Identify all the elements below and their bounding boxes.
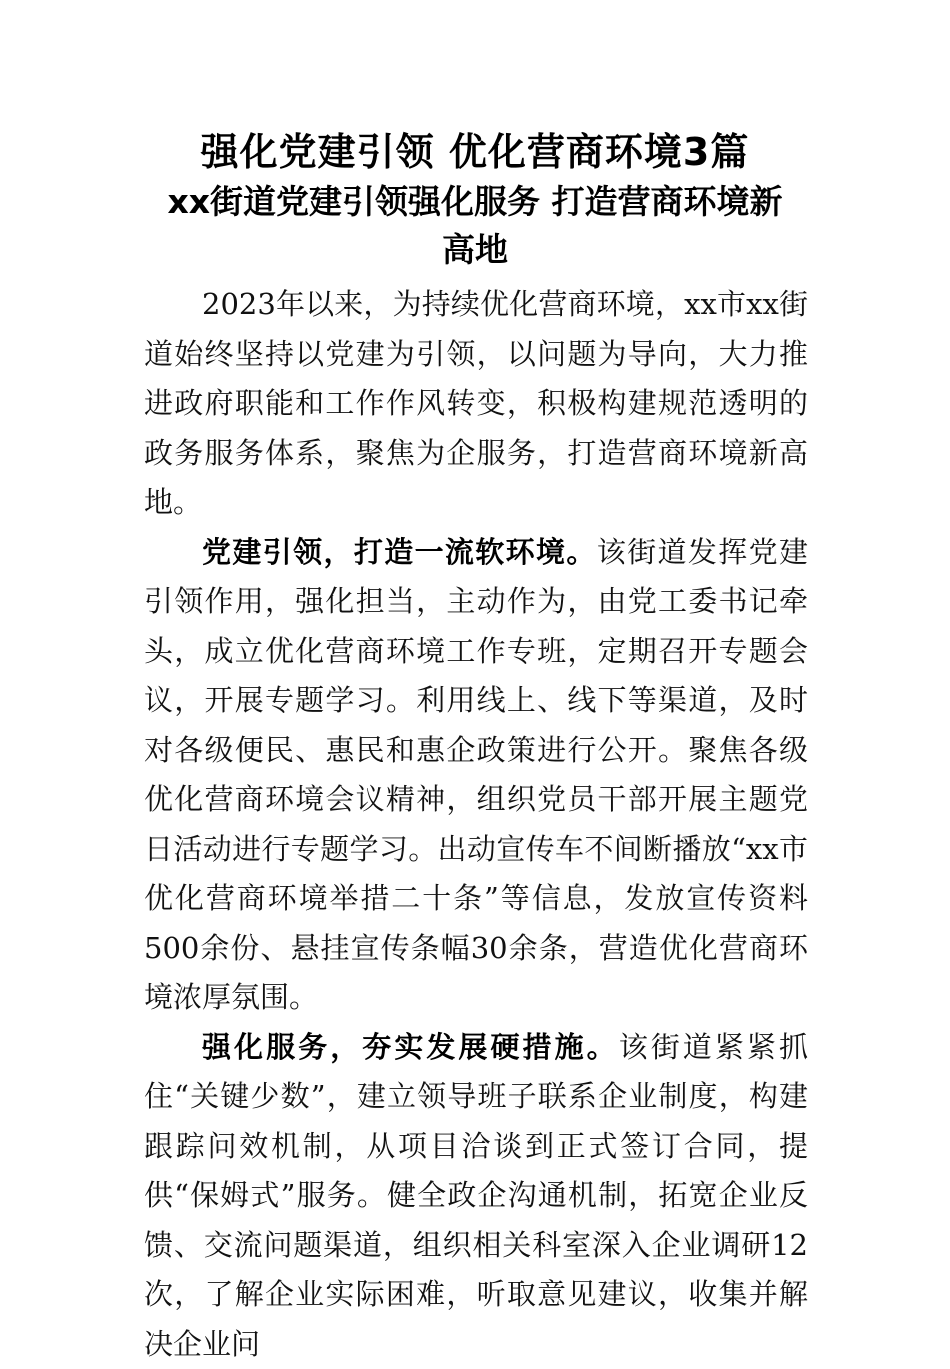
article-body [144,280,808,1369]
paragraph-service [144,1023,808,1369]
paragraph-intro [144,280,808,528]
article-title-line-2: 高地 [0,226,950,274]
paragraph-text: 2023年以来，为持续优化营商环境，xx市xx街道始终坚持以党建为引领，以问题为导向，大力推进政府职能和工作作风转变，积极构建规范透明的政务服务体系，聚焦为企服务，打造营商环境新高地。 [144,287,808,519]
paragraph-lead-heading: 党建引领，打造一流软环境。 [202,535,597,569]
paragraph-party-building [144,528,808,1023]
document-title: 强化党建引领 优化营商环境3篇 [0,128,950,176]
paragraph-text: 该街道紧紧抓住“关键少数”，建立领导班子联系企业制度，构建跟踪问效机制，从项目洽谈到正式签订合同，提供“保姆式”服务。健全政企沟通机制，拓宽企业反馈、交流问题渠道，组织相关科室深入企业调研12次，了解企业实际困难，听取意见建议，收集并解决企业问 [144,1030,808,1361]
paragraph-lead-heading: 强化服务，夯实发展硬措施。 [202,1030,619,1064]
article-title-line-1: xx街道党建引领强化服务 打造营商环境新 [0,178,950,226]
paragraph-text: 该街道发挥党建引领作用，强化担当，主动作为，由党工委书记牵头，成立优化营商环境工作专班，定期召开专题会议，开展专题学习。利用线上、线下等渠道，及时对各级便民、惠民和惠企政策进行公开。聚焦各级优化营商环境会议精神，组织党员干部开展主题党日活动进行专题学习。出动宣传车不间断播放“xx市优化营商环境举措二十条”等信息，发放宣传资料500余份、悬挂宣传条幅30余条，营造优化营商环境浓厚氛围。 [144,535,808,1015]
